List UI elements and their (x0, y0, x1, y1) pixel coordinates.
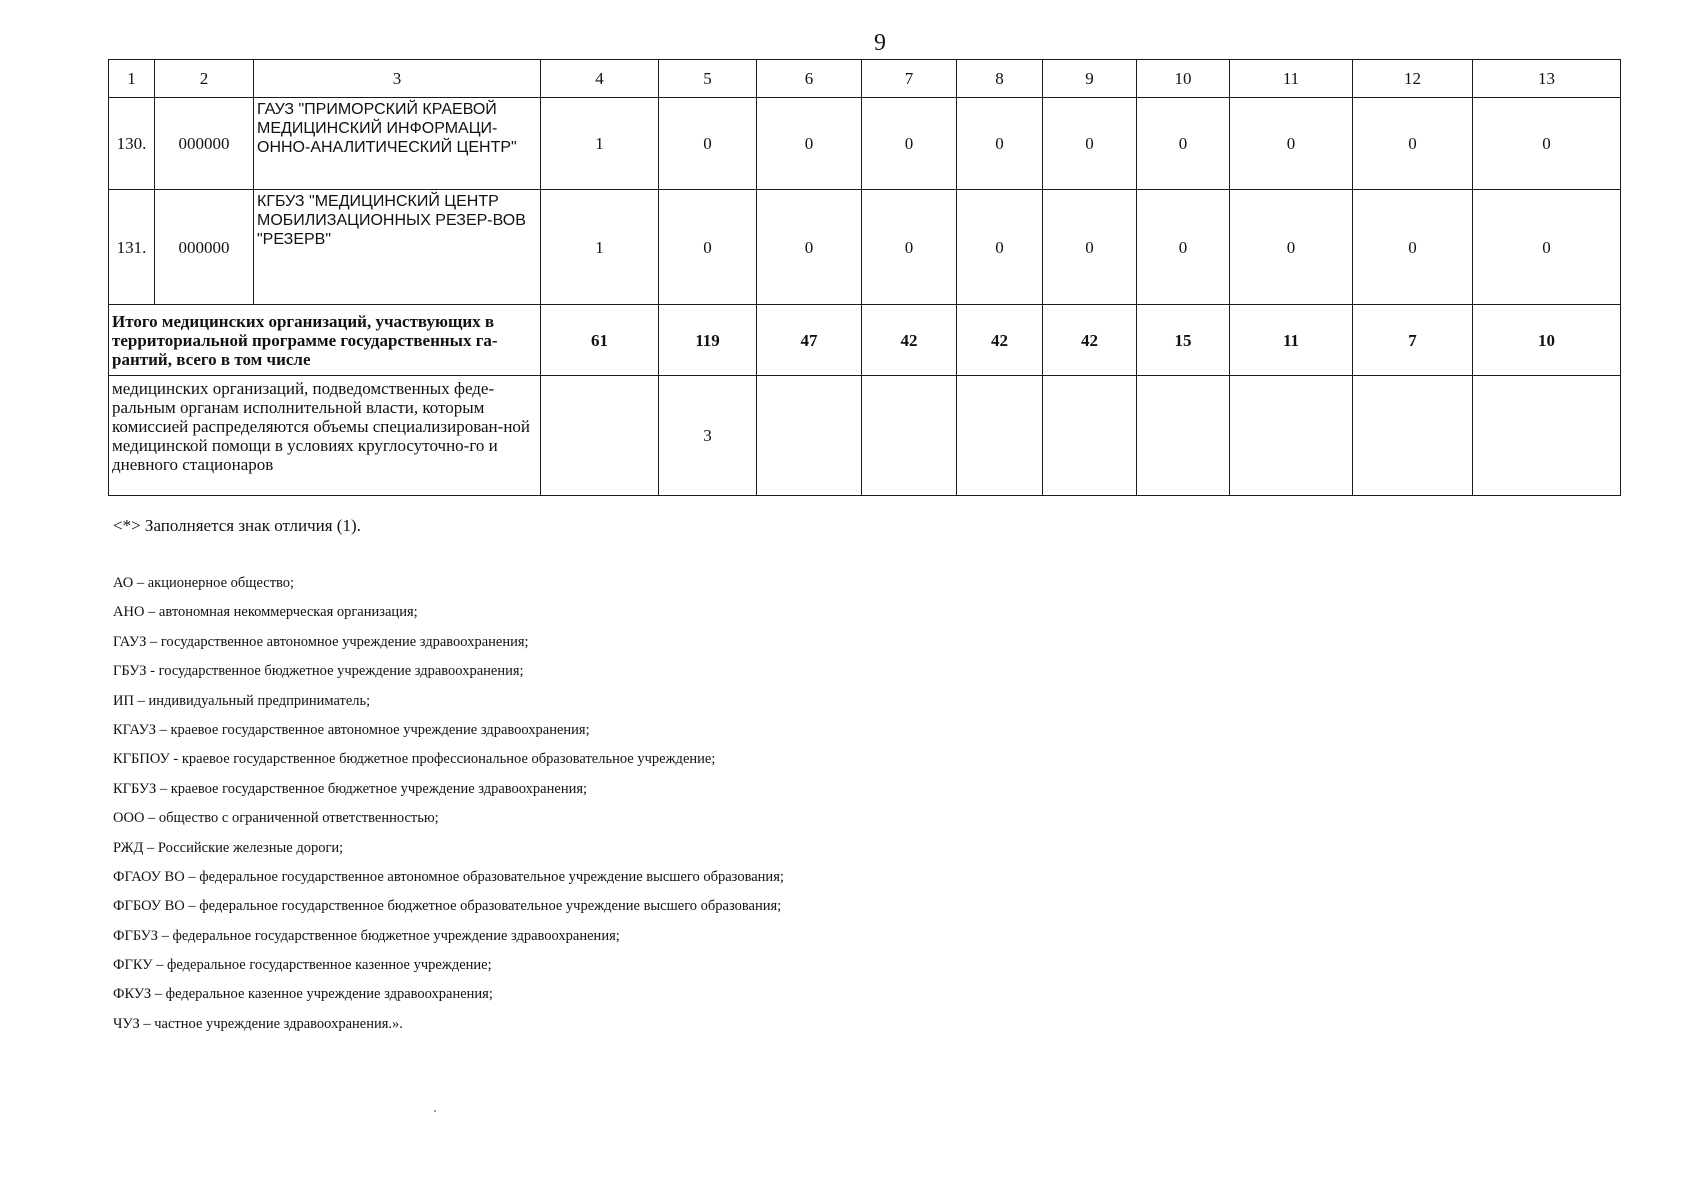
value-cell: 0 (1230, 98, 1353, 190)
total-value: 15 (1137, 305, 1230, 376)
footnote: <*> Заполняется знак отличия (1). (113, 516, 361, 535)
federal-value (1473, 376, 1621, 496)
value-cell: 0 (659, 190, 757, 305)
federal-orgs-row (109, 376, 1621, 496)
federal-value (957, 376, 1043, 496)
abbreviation-item: ЧУЗ – частное учреждение здравоохранения.». (113, 1015, 403, 1032)
abbreviation-item: ФГБУЗ – федеральное государственное бюджетное учреждение здравоохранения; (113, 927, 620, 944)
abbreviation-item: АНО – автономная некоммерческая организация; (113, 604, 418, 621)
federal-value (757, 376, 862, 496)
column-number-cell: 3 (254, 60, 541, 98)
column-number-cell: 4 (541, 60, 659, 98)
abbreviation-item: КГБПОУ - краевое государственное бюджетное профессиональное образовательное учреждение; (113, 751, 716, 768)
column-number-cell: 10 (1137, 60, 1230, 98)
value-cell: 0 (1353, 190, 1473, 305)
total-value: 7 (1353, 305, 1473, 376)
column-number-cell: 5 (659, 60, 757, 98)
value-cell: 0 (1353, 98, 1473, 190)
federal-value: 3 (659, 376, 757, 496)
table-row (109, 190, 1621, 305)
abbreviation-item: ИП – индивидуальный предприниматель; (113, 692, 371, 709)
abbreviation-item: АО – акционерное общество; (113, 575, 295, 591)
total-label: Итого медицинских организаций, участвующих в территориальной программе государственных га-рантий, всего в том числе (109, 305, 541, 376)
abbreviation-list (113, 574, 784, 1044)
value-cell: 0 (862, 98, 957, 190)
value-cell: 0 (862, 190, 957, 305)
federal-value (1230, 376, 1353, 496)
total-value: 11 (1230, 305, 1353, 376)
row-number: 131. (109, 190, 155, 305)
value-cell: 0 (1137, 190, 1230, 305)
abbreviation-item: КГБУЗ – краевое государственное бюджетное учреждение здравоохранения; (113, 780, 588, 797)
value-cell: 0 (757, 98, 862, 190)
abbreviation-item: КГАУЗ – краевое государственное автономное учреждение здравоохранения; (113, 721, 590, 738)
page-number: 9 (874, 30, 886, 56)
scan-speck (434, 1110, 436, 1112)
total-value: 10 (1473, 305, 1621, 376)
total-value: 61 (541, 305, 659, 376)
table-row (109, 98, 1621, 190)
value-cell: 0 (1230, 190, 1353, 305)
total-value: 42 (957, 305, 1043, 376)
column-number-cell: 11 (1230, 60, 1353, 98)
value-cell: 0 (1043, 190, 1137, 305)
abbreviation-item: ФГБОУ ВО – федеральное государственное бюджетное образовательное учреждение высшего образования; (113, 898, 782, 915)
value-cell: 1 (541, 190, 659, 305)
column-number-header-row (109, 60, 1621, 98)
organizations-table (108, 59, 1621, 496)
org-name: ГАУЗ "ПРИМОРСКИЙ КРАЕВОЙ МЕДИЦИНСКИЙ ИНФОРМАЦИ-ОННО-АНАЛИТИЧЕСКИЙ ЦЕНТР" (254, 98, 541, 190)
total-value: 47 (757, 305, 862, 376)
value-cell: 0 (957, 98, 1043, 190)
org-code: 000000 (155, 98, 254, 190)
federal-value (1137, 376, 1230, 496)
column-number-cell: 2 (155, 60, 254, 98)
abbreviation-item: ГАУЗ – государственное автономное учреждение здравоохранения; (113, 633, 529, 650)
value-cell: 0 (1473, 98, 1621, 190)
value-cell: 0 (1137, 98, 1230, 190)
column-number-cell: 6 (757, 60, 862, 98)
total-value: 119 (659, 305, 757, 376)
federal-value (1353, 376, 1473, 496)
abbreviation-item: ГБУЗ - государственное бюджетное учреждение здравоохранения; (113, 663, 524, 680)
value-cell: 0 (1473, 190, 1621, 305)
column-number-cell: 9 (1043, 60, 1137, 98)
abbreviation-item: ФКУЗ – федеральное казенное учреждение здравоохранения; (113, 986, 493, 1003)
total-value: 42 (862, 305, 957, 376)
total-value: 42 (1043, 305, 1137, 376)
value-cell: 0 (659, 98, 757, 190)
abbreviation-item: ООО – общество с ограниченной ответственностью; (113, 810, 439, 827)
federal-orgs-label: медицинских организаций, подведомственных феде-ральным органам исполнительной власти, которым комиссией распределяются объемы специализирован-ной медицинской помощи в условиях круглосуточно-го и дневного стационаров (109, 376, 541, 496)
total-row (109, 305, 1621, 376)
value-cell: 1 (541, 98, 659, 190)
column-number-cell: 8 (957, 60, 1043, 98)
abbreviation-item: ФГКУ – федеральное государственное казенное учреждение; (113, 957, 492, 974)
federal-value (862, 376, 957, 496)
org-code: 000000 (155, 190, 254, 305)
value-cell: 0 (957, 190, 1043, 305)
value-cell: 0 (1043, 98, 1137, 190)
column-number-cell: 12 (1353, 60, 1473, 98)
row-number: 130. (109, 98, 155, 190)
abbreviation-item: ФГАОУ ВО – федеральное государственное автономное образовательное учреждение высшего образования; (113, 868, 784, 885)
org-name: КГБУЗ "МЕДИЦИНСКИЙ ЦЕНТР МОБИЛИЗАЦИОННЫХ РЕЗЕР-ВОВ "РЕЗЕРВ" (254, 190, 541, 305)
federal-value (1043, 376, 1137, 496)
abbreviation-item: РЖД – Российские железные дороги; (113, 839, 344, 856)
value-cell: 0 (757, 190, 862, 305)
federal-value (541, 376, 659, 496)
column-number-cell: 13 (1473, 60, 1621, 98)
column-number-cell: 1 (109, 60, 155, 98)
column-number-cell: 7 (862, 60, 957, 98)
